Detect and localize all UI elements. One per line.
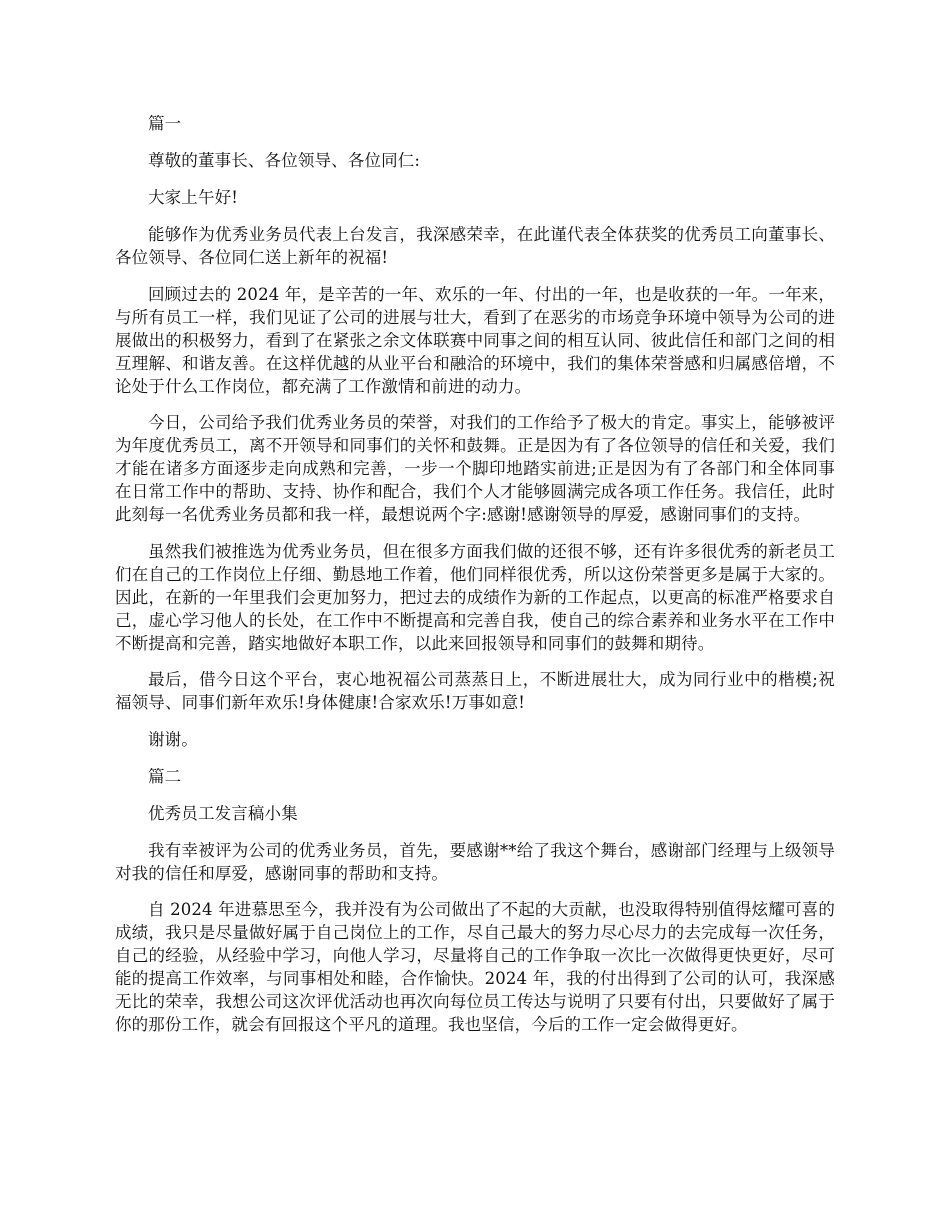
paragraph-closing: 最后，借今日这个平台，衷心地祝福公司蒸蒸日上，不断进展壮大，成为同行业中的楷模;祝福领导、同事们新年欢乐!身体健康!合家欢乐!万事如意! [115, 670, 835, 712]
paragraph-experience: 自 2024 年进慕思至今，我并没有为公司做出了不起的大贡献，也没取得特别值得炫耀可喜的成绩，我只是尽量做好属于自己岗位上的工作，尽自己最大的努力尽心尽力的去完成每一次任务，自己的经验，从经验中学习，向他人学习，尽量将自己的工作争取一次比一次做得更快更好，尽可能的提高工作效率，与同事相处和睦，合作愉快。2024 年，我的付出得到了公司的认可，我深感无比的荣幸，我想公司这次评优活动也再次向每位员工传达与说明了只要有付出，只要做好了属于你的那份工作，就会有回报这个平凡的道理。我也坚信，今后的工作一定会做得更好。 [115, 900, 835, 1034]
section-heading-2: 篇二 [148, 766, 182, 786]
greeting: 大家上午好! [148, 188, 239, 207]
paragraph-gratitude: 今日，公司给予我们优秀业务员的荣誉，对我们的工作给予了极大的肯定。事实上，能够被评为年度优秀员工，离不开领导和同事们的关怀和鼓舞。正是因为有了各位领导的信任和关爱，我们才能在诸多方面逐步走向成熟和完善，一步一个脚印地踏实前进;正是因为有了各部门和全体同事在日常工作中的帮助、支持、协作和配合，我们个人才能够圆满完成各项工作任务。我信任，此时此刻每一名优秀业务员都和我一样，最想说两个字:感谢!感谢领导的厚爱，感谢同事们的支持。 [115, 413, 835, 524]
thanks-line: 谢谢。 [148, 729, 198, 749]
section-heading-1: 篇一 [148, 114, 182, 133]
paragraph-honor: 我有幸被评为公司的优秀业务员，首先，要感谢**给了我这个舞台，感谢部门经理与上级领导对我的信任和厚爱，感谢同事的帮助和支持。 [115, 840, 835, 883]
paragraph-opening: 能够作为优秀业务员代表上台发言，我深感荣幸，在此谨代表全体获奖的优秀员工向董事长、各位领导、各位同仁送上新年的祝福! [115, 225, 835, 267]
paragraph-commitment: 虽然我们被推选为优秀业务员，但在很多方面我们做的还很不够，还有许多很优秀的新老员工们在自己的工作岗位上仔细、勤恳地工作着，他们同样很优秀，所以这份荣誉更多是属于大家的。因此，在新的一年里我们会更加努力，把过去的成绩作为新的工作起点，以更高的标准严格要求自己，虚心学习他人的长处，在工作中不断提高和完善自我，使自己的综合素养和业务水平在工作中不断提高和完善，踏实地做好本职工作，以此来回报领导和同事们的鼓舞和期待。 [115, 541, 835, 653]
section-title: 优秀员工发言稿小集 [148, 803, 298, 823]
paragraph-review: 回顾过去的 2024 年，是辛苦的一年、欢乐的一年、付出的一年，也是收获的一年。一年来，与所有员工一样，我们见证了公司的进展与壮大，看到了在恶劣的市场竞争环境中领导为公司的进展做出的积极努力，看到了在紧张之余文体联赛中同事之间的相互认同、彼此信任和部门之间的相互理解、和谐友善。在这样优越的从业平台和融洽的环境中，我们的集体荣誉感和归属感倍增，不论处于什么工作岗位，都充满了工作激情和前进的动力。 [115, 284, 835, 396]
document-body [115, 112, 835, 1050]
salutation: 尊敬的董事长、各位领导、各位同仁: [148, 151, 421, 170]
